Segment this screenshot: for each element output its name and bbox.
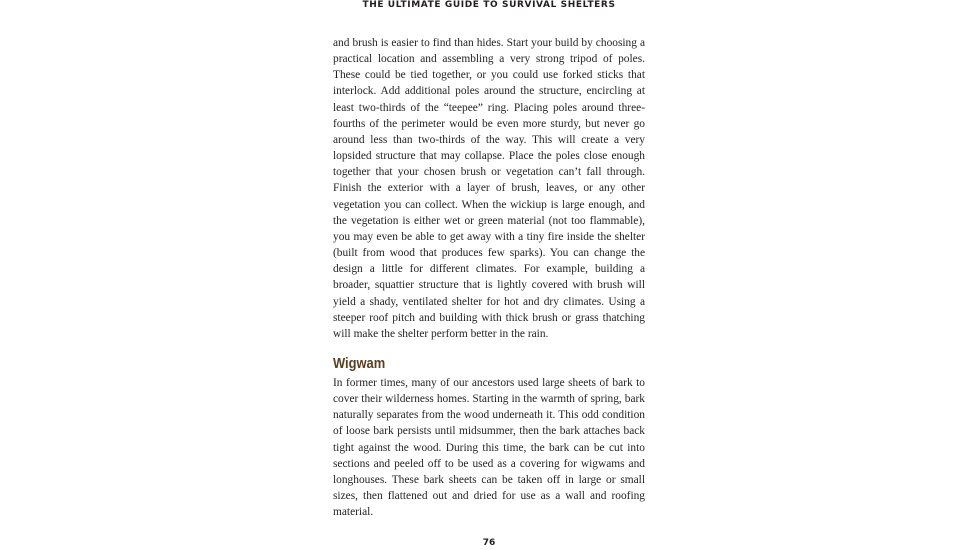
running-head: THE ULTIMATE GUIDE TO SURVIVAL SHELTERS — [362, 0, 616, 10]
body-paragraph-wickiup: and brush is easier to find than hides. Start your build by choosing a practical location and assembling a very strong tripod of poles. These could be tied together, or you could use forked sticks that interlock. Add additional poles around the structure, encircling at least two-thirds of the “teepee” ring. Placing poles around three-fourths of the perimeter would be even more sturdy, but never go around less than two-thirds of the way. This will create a very lopsided structure that may collapse. Place the poles close enough together that your chosen brush or vegetation can’t fall through. Finish the exterior with a layer of brush, leaves, or any other vegetation you can collect. When the wickiup is large enough, and the vegetation is either wet or green material (not too flammable), you may even be able to get away with a tiny fire inside the shelter (built from wood that produces few sparks). You can change the design a little for different climates. For example, building a broader, squattier structure that is lightly covered with brush will yield a shady, ventilated shelter for hot and dry climates. Using a steeper roof pitch and building with thick brush or grass thatching will make the shelter perform better in the rain. — [333, 37, 645, 340]
body-paragraph-wigwam: In former times, many of our ancestors used large sheets of bark to cover their wilderness homes. Starting in the warmth of spring, bark naturally separates from the wood underneath it. This odd condition of loose bark persists until midsummer, then the bark attaches back tight against the wood. During this time, the bark can be cut into sections and peeled off to be used as a covering for wigwams and longhouses. These bark sheets can be taken off in large or small sizes, then flattened out and dried for use as a wall and roofing material. — [333, 376, 645, 519]
text-column — [333, 35, 645, 520]
section-heading-wigwam: Wigwam — [333, 354, 386, 372]
page-number: 76 — [482, 538, 496, 548]
